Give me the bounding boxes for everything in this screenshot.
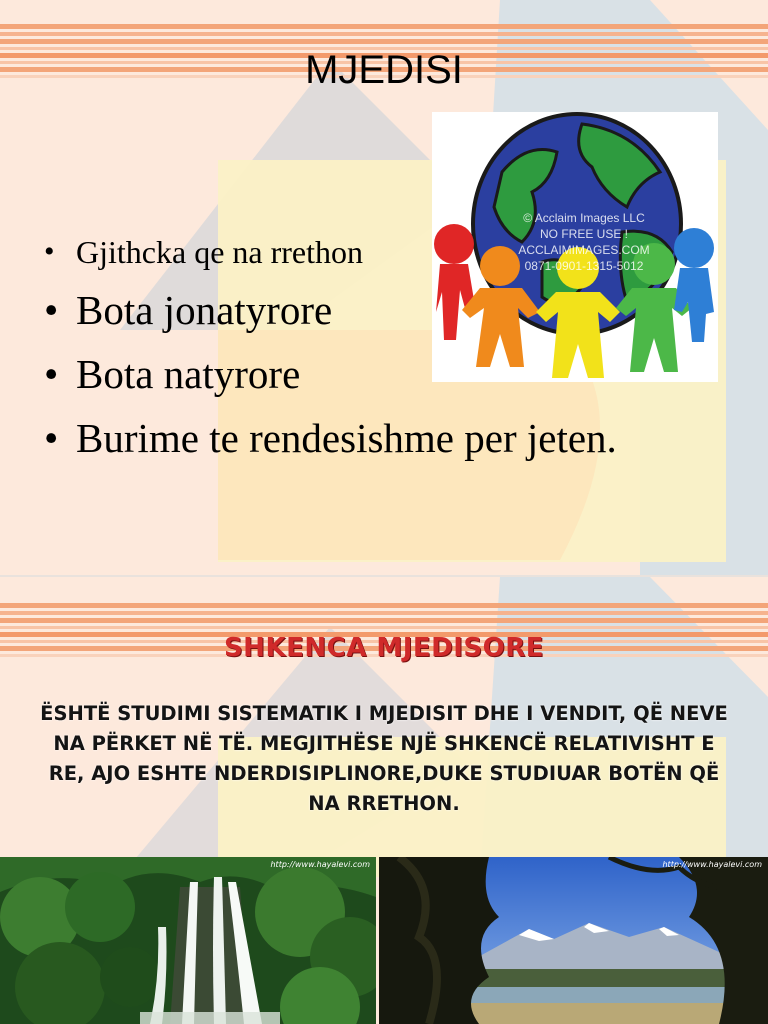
slide-title: MJEDISI [305,48,463,92]
watermark-text: © Acclaim Images LLC NO FREE USE ! ACCLAIMIMAGES.COM 0871-0901-1315-5012 [518,211,650,273]
photo-url: http://www.hayalevi.com [662,860,762,869]
mountain-lake-photo [379,857,768,1024]
bullet-item: • Bota jonatyrore [44,278,617,342]
slide-2 [0,577,768,1024]
body-text: ËSHTË STUDIMI SISTEMATIK I MJEDISIT DHE I VENDIT, QË NEVE NA PËRKET NË TË. MEGJITHËSE NJË SHKENCË RELATIVISHT E RE, AJO ESHTE NDERDISIPLINORE,DUKE STUDIUAR BOTËN QË NA RRETHON. [40,702,728,815]
bullet-item: • Burime te rendesishme per jeten. [44,406,617,470]
photo-url: http://www.hayalevi.com [270,860,370,869]
waterfall-photo [0,857,376,1024]
slide-title: SHKENCA MJEDISORE [223,633,545,663]
earth-with-paper-people-icon [432,112,718,382]
bullet-item: • Bota natyrore [44,342,617,406]
bullet-item: • Gjithcka qe na rrethon [44,226,617,278]
